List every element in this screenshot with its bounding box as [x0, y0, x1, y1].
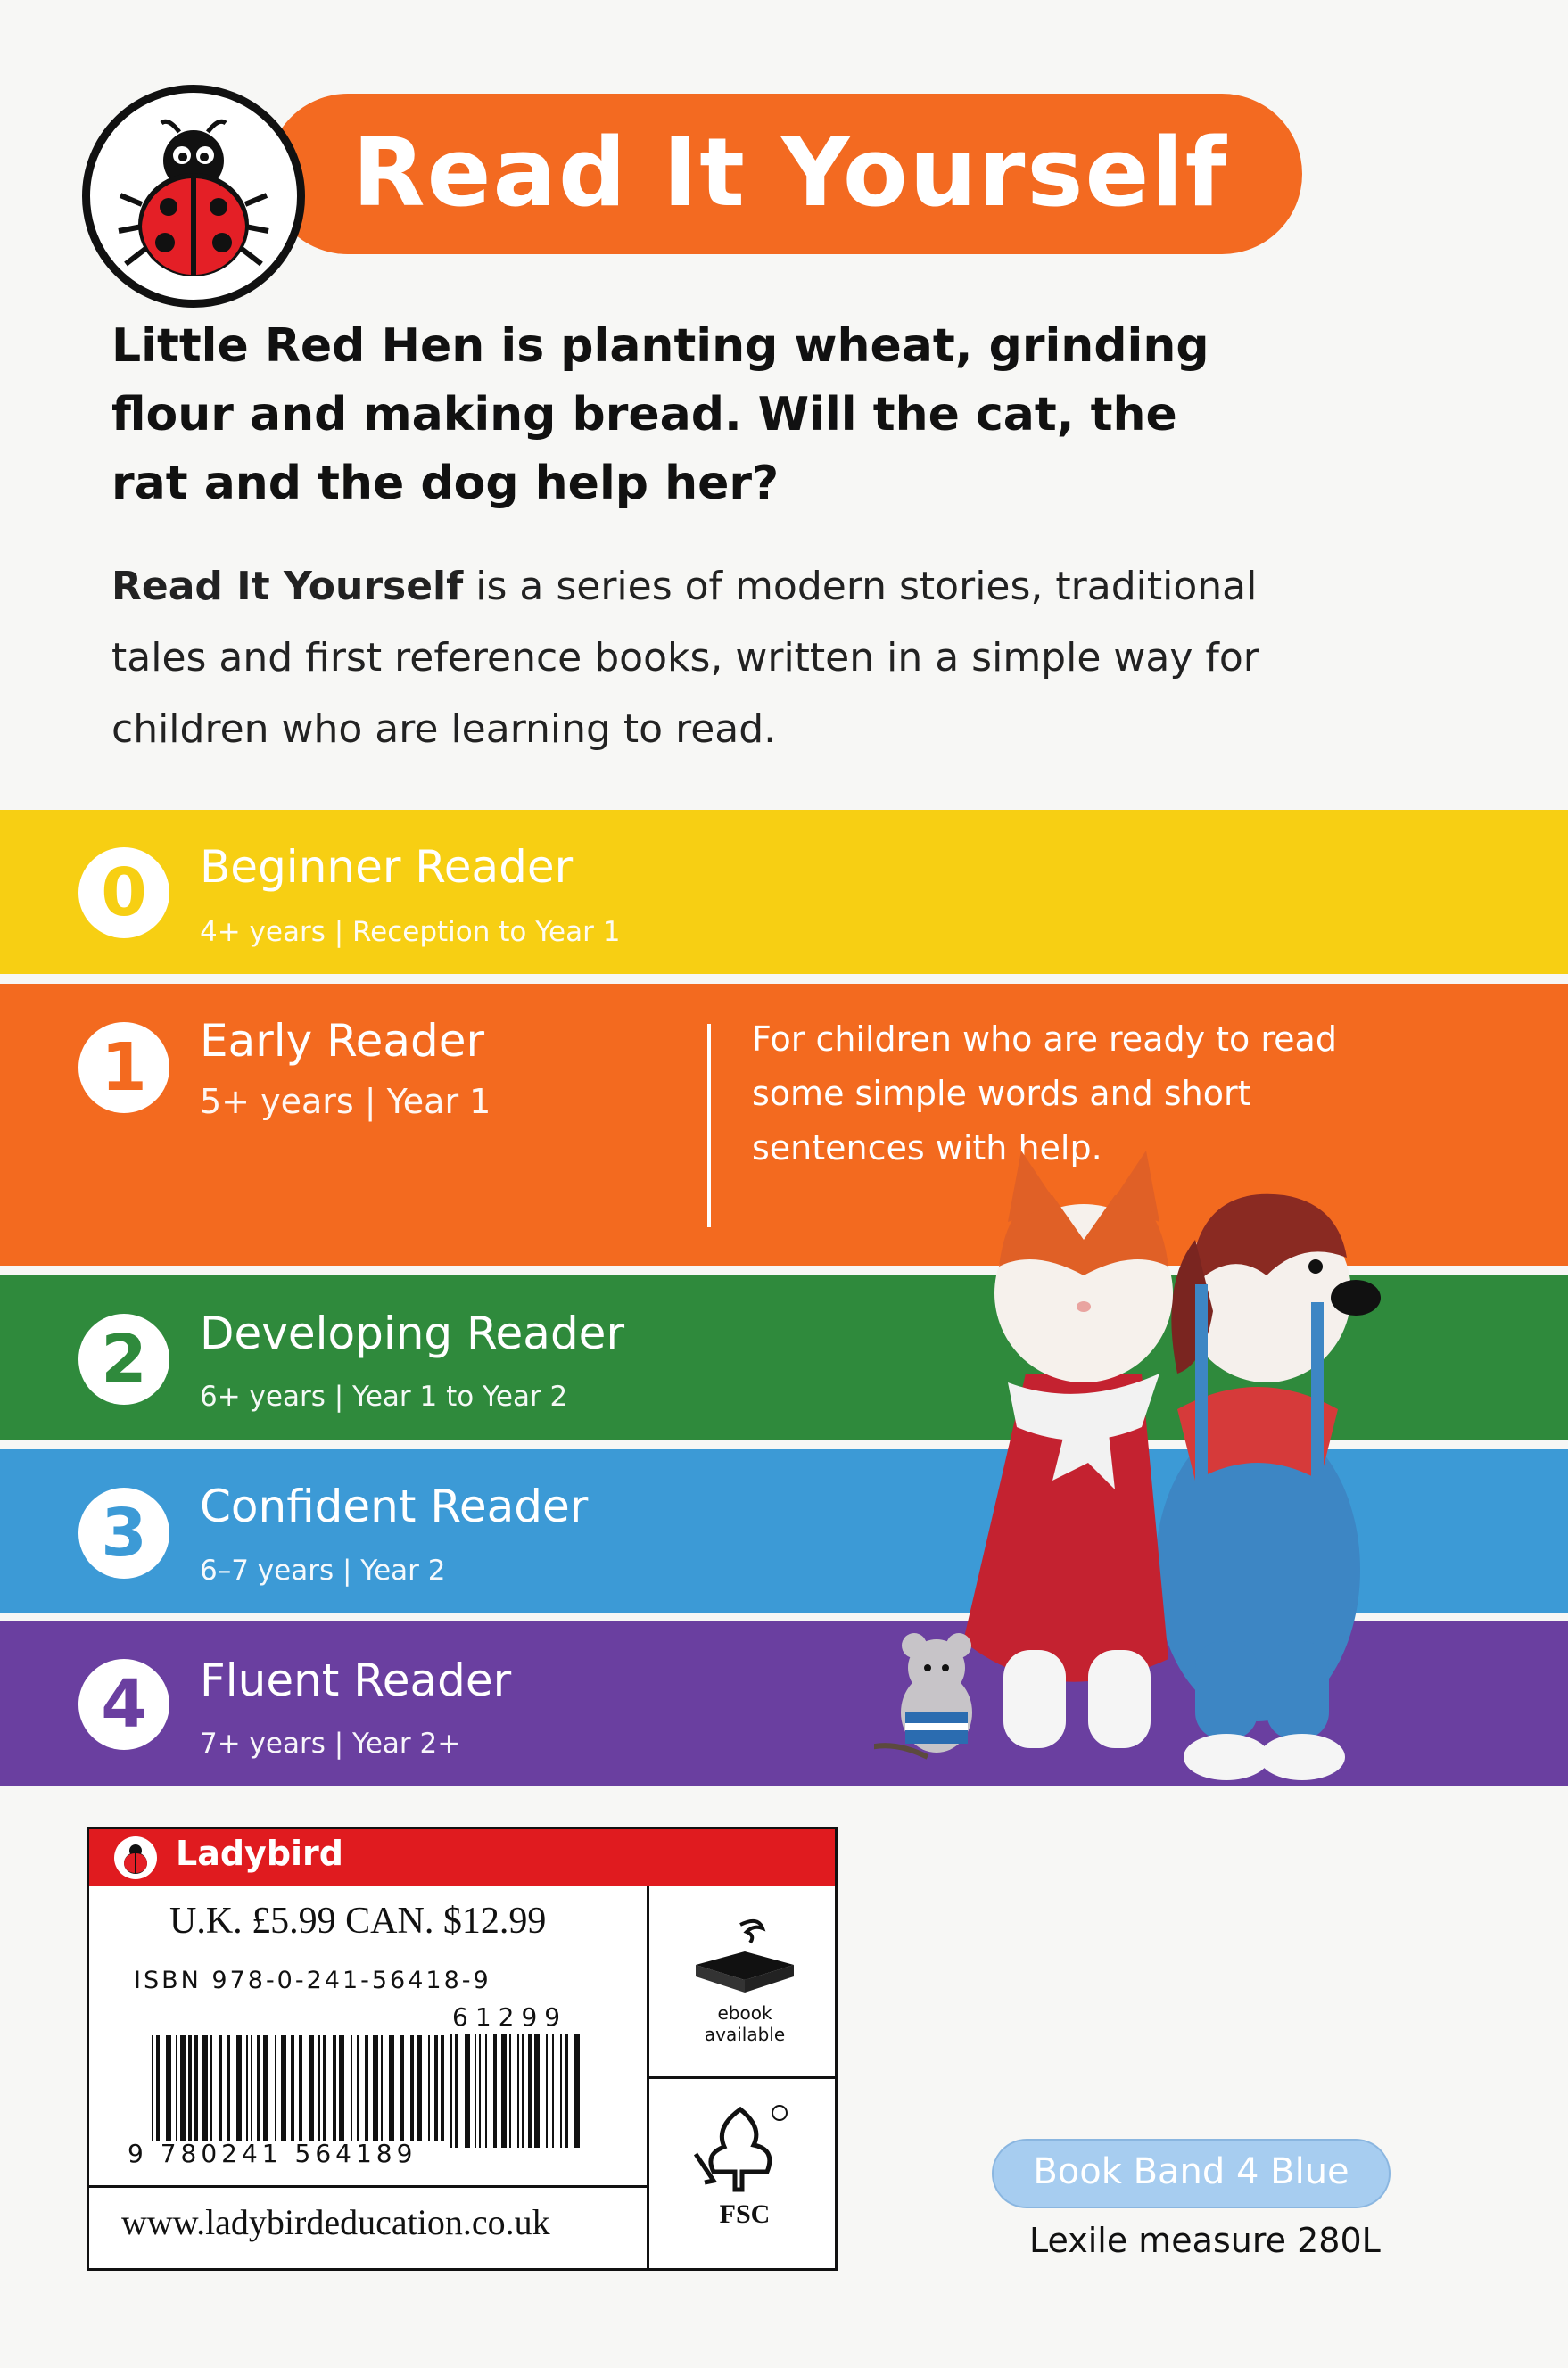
- barcode-bar: [434, 2035, 438, 2141]
- lexile-measure: Lexile measure 280L: [1029, 2221, 1381, 2260]
- ladybird-logo: [82, 85, 305, 308]
- series-name: Read It Yourself: [111, 564, 464, 609]
- level-2-name: Developing Reader: [200, 1308, 625, 1359]
- barcode-bar: [251, 2035, 252, 2141]
- series-description: [111, 551, 1351, 765]
- barcode-bar: [479, 2034, 481, 2148]
- barcode-bar: [485, 2034, 487, 2148]
- barcode-bar: [417, 2035, 422, 2141]
- page-title: Read It Yourself: [352, 118, 1228, 227]
- barcode-bar: [410, 2035, 414, 2141]
- barcode-bar: [546, 2034, 548, 2148]
- cat-dog-rat-illustration: [874, 1142, 1445, 1784]
- barcode-bar: [455, 2034, 458, 2148]
- barcode-bar: [202, 2035, 208, 2141]
- level-2-number: 2: [78, 1314, 169, 1405]
- ebook-icon: [691, 1916, 798, 1996]
- fsc-tree-icon: [687, 2100, 794, 2199]
- barcode-bar: [365, 2035, 368, 2141]
- level-1-ages: 5+ years | Year 1: [200, 1082, 491, 1121]
- level-3-ages: 6–7 years | Year 2: [200, 1555, 446, 1587]
- barcode-bar: [389, 2035, 394, 2141]
- level-0-name: Beginner Reader: [200, 841, 574, 893]
- barcode-bar: [275, 2035, 276, 2141]
- barcode-bar: [428, 2035, 430, 2141]
- barcode-bar: [357, 2035, 359, 2141]
- barcode-bar: [517, 2034, 519, 2148]
- price: U.K. £5.99 CAN. $12.99: [169, 1901, 547, 1942]
- price-code: 61299: [452, 2002, 568, 2032]
- ean-barcode: [152, 2035, 446, 2149]
- barcode-bar: [263, 2035, 268, 2141]
- isbn: ISBN 978-0-241-56418-9: [134, 1967, 491, 1994]
- barcode-bar: [441, 2035, 444, 2141]
- barcode-bar: [493, 2034, 497, 2148]
- barcode-bar: [309, 2035, 314, 2141]
- level-3-name: Confident Reader: [200, 1481, 589, 1532]
- barcode-bar: [475, 2034, 476, 2148]
- barcode-bar: [333, 2035, 336, 2141]
- level-1-number: 1: [78, 1022, 169, 1113]
- level-0-number: 0: [78, 847, 169, 938]
- level-4-ages: 7+ years | Year 2+: [200, 1728, 461, 1760]
- ebook-available-label: ebook available: [704, 2002, 786, 2045]
- barcode-bar: [465, 2034, 470, 2148]
- barcode-bar: [156, 2035, 160, 2141]
- barcode-bar: [291, 2035, 294, 2141]
- ladybird-mini-icon: [114, 1836, 157, 1879]
- level-2-ages: 6+ years | Year 1 to Year 2: [200, 1381, 568, 1413]
- barcode-bar: [400, 2035, 404, 2141]
- series-text: is a series of modern stories, traditional tales and first reference books, written in a simple way for children who are learning to read.: [111, 564, 1259, 752]
- barcode-bar: [528, 2034, 532, 2148]
- barcode-bar: [210, 2035, 212, 2141]
- panel-divider-left: [89, 2185, 649, 2188]
- dog-figure: [1155, 1194, 1381, 1780]
- barcode-bar: [194, 2035, 198, 2141]
- rat-figure: [874, 1633, 972, 1766]
- panel-divider-right: [647, 2076, 835, 2079]
- ladybird-icon: [90, 93, 297, 300]
- barcode-bar: [450, 2034, 452, 2148]
- barcode-bar: [501, 2034, 507, 2148]
- barcode-bar: [509, 2034, 511, 2148]
- barcode-bar: [351, 2035, 352, 2141]
- barcode-bar: [188, 2035, 192, 2141]
- barcode-bar: [381, 2035, 383, 2141]
- barcode-bar: [522, 2034, 524, 2148]
- barcode-bar: [152, 2035, 153, 2141]
- level-0-ages: 4+ years | Reception to Year 1: [200, 916, 621, 948]
- barcode-bar: [373, 2035, 378, 2141]
- barcode-bar: [339, 2035, 344, 2141]
- barcode-bar: [299, 2035, 302, 2141]
- barcode-bar: [534, 2034, 540, 2148]
- addon-barcode: [450, 2034, 584, 2148]
- level-4-number: 4: [78, 1659, 169, 1750]
- level-1-description: For children who are ready to read some simple words and short sentences with help.: [752, 1019, 1337, 1167]
- barcode-bar: [257, 2035, 260, 2141]
- barcode-bar: [246, 2035, 248, 2141]
- barcode-bar: [565, 2034, 568, 2148]
- barcode-bar: [552, 2034, 554, 2148]
- barcode-bar: [219, 2035, 222, 2141]
- barcode-bar: [176, 2035, 177, 2141]
- cat-figure: [963, 1151, 1173, 1748]
- level-1-divider: [707, 1024, 711, 1227]
- publisher-name: Ladybird: [176, 1834, 343, 1873]
- barcode-bar: [236, 2035, 242, 2141]
- book-blurb: Little Red Hen is planting wheat, grinding flour and making bread. Will the cat, the rat and the dog help her?: [111, 319, 1209, 510]
- barcode-bar: [281, 2035, 286, 2141]
- level-4-name: Fluent Reader: [200, 1654, 512, 1706]
- barcode-bar: [318, 2035, 320, 2141]
- barcode-bar: [180, 2035, 186, 2141]
- barcode-bar: [560, 2034, 562, 2148]
- ean-digits: 9 780241 564189: [128, 2139, 417, 2168]
- book-band-label: Book Band 4 Blue: [1033, 2151, 1349, 2192]
- barcode-bar: [227, 2035, 230, 2141]
- barcode-bar: [323, 2035, 326, 2141]
- barcode-bar: [166, 2035, 171, 2141]
- barcode-bar: [574, 2034, 580, 2148]
- level-1-name: Early Reader: [200, 1015, 485, 1067]
- level-3-number: 3: [78, 1488, 169, 1579]
- website-url: www.ladybirdeducation.co.uk: [121, 2202, 550, 2242]
- fsc-label: FSC: [719, 2199, 771, 2229]
